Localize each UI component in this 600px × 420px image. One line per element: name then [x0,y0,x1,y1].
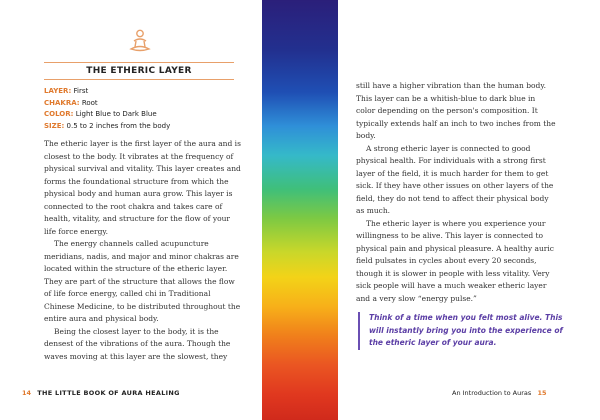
left-body-text [44,138,242,363]
attribute-chakra [44,98,244,110]
attribute-label: LAYER: [44,87,72,95]
page-number: 14 [22,389,32,397]
paragraph: The etheric layer is where you experience your willingness to be alive. This layer is connected to physical pain and physical pleasure. A healthy auric field pulsates in cycles about every 20 seconds, though it is slower in people with less vitality. Very sick people will have a much weaker etheric layer and a very slow “energy pulse.” [356,218,554,303]
attribute-label: CHAKRA: [44,98,80,107]
running-head: THE LITTLE BOOK OF AURA HEALING [37,389,180,397]
attribute-label: SIZE: [44,121,65,130]
attribute-layer [44,86,244,98]
paragraph: The etheric layer is the first layer of the aura and is closest to the body. It vibrates at the frequency of physical survival and vitality. This layer creates and forms the foundational structure from which the physical body and human aura grow. This layer is connected to the root chakra and takes care of health, vitality, and structure for the flow of your life force energy. [44,139,241,236]
attribute-value: Root [81,98,98,107]
meditation-figure-icon [127,28,153,54]
page-number: 15 [537,389,547,397]
left-folio [22,389,180,397]
color-spectrum-band [262,0,338,420]
layer-attributes [44,86,244,132]
attribute-value: First [73,87,89,95]
paragraph: A strong etheric layer is connected to good physical health. For individuals with a strong first layer of the field, it is much harder for them to get sick. If they have other issues on other layers of the field, they do not tend to affect their physical body as much. [356,143,554,215]
attribute-label: COLOR: [44,110,74,118]
paragraph: still have a higher vibration than the human body. This layer can be a whitish-blue to dark blue in color depending on the person's composition. It typically extends half an inch to two inches from the body. [356,81,556,140]
right-body-text [356,80,556,305]
title-rule-top [44,62,234,63]
attribute-value: Light Blue to Dark Blue [75,110,157,118]
attribute-value: 0.5 to 2 inches from the body [66,121,171,130]
attribute-size [44,121,244,133]
section-title: THE ETHERIC LAYER [86,66,192,76]
callout-quote: Think of a time when you felt most alive. This will instantly bring you into the experience of the etheric layer of your aura. [358,312,567,350]
attribute-color [44,109,244,121]
title-rule-bottom [44,79,234,80]
paragraph: Being the closest layer to the body, it is the densest of the vibrations of the aura. Though the waves moving at this layer are the slowest, they [44,326,231,361]
right-folio [452,389,547,397]
running-head: An Introduction to Auras [452,389,532,397]
paragraph: The energy channels called acupuncture meridians, nadis, and major and minor chakras are located within the structure of the etheric layer. They are part of the structure that allows the flow of life force energy, called chi in Traditional Chinese Medicine, to be distributed throughout the entire aura and physical body. [44,239,241,323]
